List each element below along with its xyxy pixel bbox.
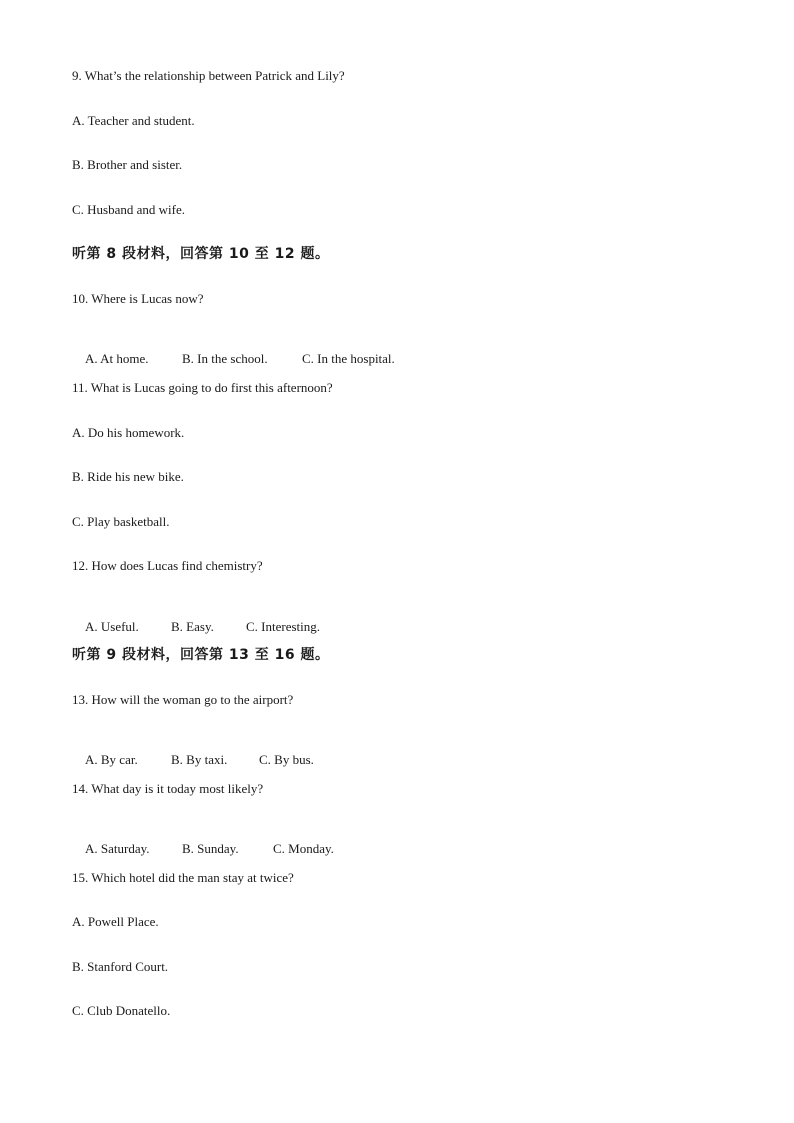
question-10-options (72, 335, 395, 383)
question-14-option-a: A. Saturday. (85, 841, 150, 856)
question-12-options (72, 603, 320, 651)
question-15-option-a: A. Powell Place. (72, 914, 159, 929)
question-9: 9. What’s the relationship between Patrick and Lily? (72, 68, 345, 83)
question-14-option-c: C. Monday. (273, 841, 334, 856)
question-10: 10. Where is Lucas now? (72, 291, 204, 306)
question-13: 13. How will the woman go to the airport? (72, 692, 294, 707)
question-10-option-b: B. In the school. (182, 351, 268, 366)
section-heading-8: 听第 8 段材料，回答第 10 至 12 题。 (72, 246, 330, 262)
section-heading-9: 听第 9 段材料，回答第 13 至 16 题。 (72, 647, 330, 663)
question-12-option-c: C. Interesting. (246, 619, 321, 634)
question-13-options (72, 736, 314, 784)
question-15-option-b: B. Stanford Court. (72, 959, 169, 974)
question-11-option-c: C. Play basketball. (72, 514, 170, 529)
question-10-option-c: C. In the hospital. (302, 351, 395, 366)
question-11: 11. What is Lucas going to do first this afternoon? (72, 380, 333, 395)
question-12: 12. How does Lucas find chemistry? (72, 558, 263, 573)
question-13-option-a: A. By car. (85, 752, 138, 767)
question-10-option-a: A. At home. (85, 351, 149, 366)
question-12-option-a: A. Useful. (85, 619, 139, 634)
question-12-option-b: B. Easy. (171, 619, 214, 634)
question-14: 14. What day is it today most likely? (72, 781, 264, 796)
question-15-option-c: C. Club Donatello. (72, 1003, 171, 1018)
question-11-option-b: B. Ride his new bike. (72, 469, 184, 484)
question-15: 15. Which hotel did the man stay at twice? (72, 870, 294, 885)
question-14-options (72, 825, 334, 873)
question-9-option-b: B. Brother and sister. (72, 157, 183, 172)
question-11-option-a: A. Do his homework. (72, 425, 185, 440)
question-14-option-b: B. Sunday. (182, 841, 239, 856)
question-9-option-c: C. Husband and wife. (72, 202, 186, 217)
question-13-option-b: B. By taxi. (171, 752, 228, 767)
question-9-option-a: A. Teacher and student. (72, 113, 195, 128)
question-13-option-c: C. By bus. (259, 752, 314, 767)
